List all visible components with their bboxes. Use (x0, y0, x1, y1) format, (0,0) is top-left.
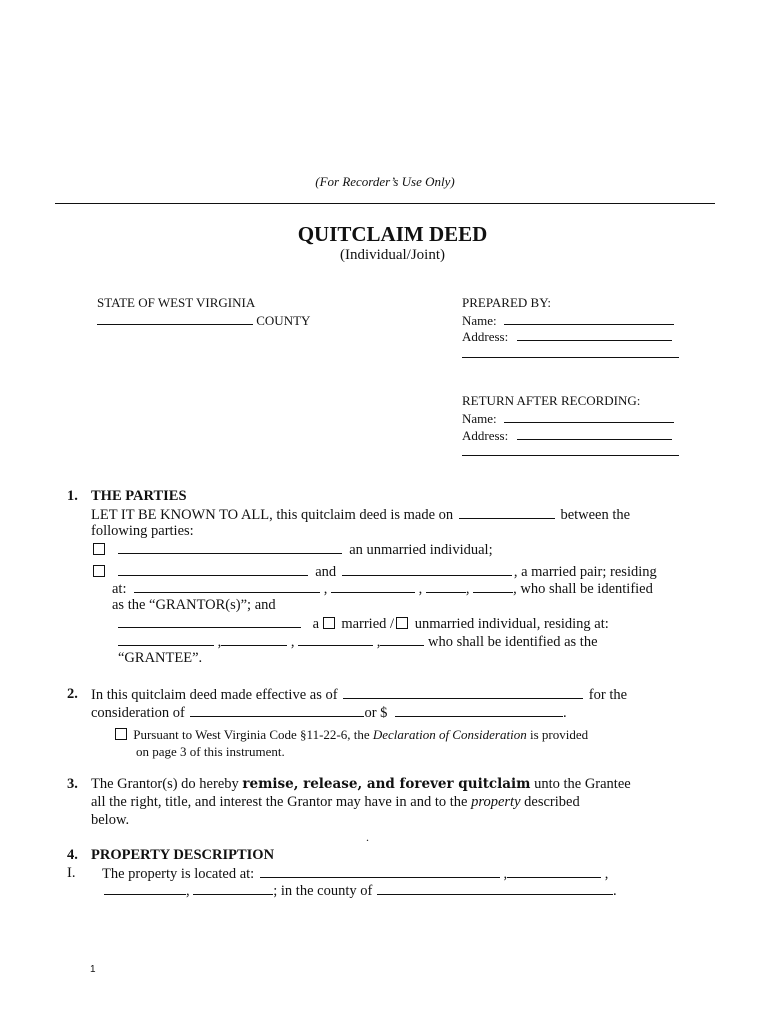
recorder-note: (For Recorder’s Use Only) (315, 174, 455, 189)
section4-number: 4. (67, 847, 78, 863)
property-county-field[interactable] (377, 882, 613, 895)
header-divider (55, 203, 715, 204)
county-field[interactable] (97, 312, 253, 325)
section2-period: . (563, 705, 567, 721)
return-address-row (462, 427, 672, 444)
property-comma-1: , (503, 866, 508, 882)
grantee-comma-3: , (376, 634, 381, 650)
consideration-field[interactable] (190, 704, 364, 717)
grantor-address-row (112, 580, 653, 598)
return-name-label: Name: (462, 411, 497, 426)
section2-note-b: is provided (529, 727, 589, 742)
grantor-comma-2: , (418, 581, 423, 597)
page-number: 1 (90, 964, 96, 975)
state-label: STATE OF WEST VIRGINIA (97, 295, 256, 310)
page-subtitle: (Individual/Joint) (340, 247, 445, 263)
grantor-married-name2-field[interactable] (342, 563, 512, 576)
section1-intro-row (91, 506, 630, 524)
prepared-by-name-label: Name: (462, 313, 497, 328)
prepared-by-address-field[interactable] (517, 328, 672, 341)
return-address-field[interactable] (517, 427, 672, 440)
prepared-by-address-label: Address: (462, 329, 509, 344)
grantor-married-name1-field[interactable] (118, 563, 308, 576)
section1-number: 1. (67, 488, 78, 504)
section1-intro-b: between the (560, 507, 631, 523)
return-heading: RETURN AFTER RECORDING: (462, 393, 641, 408)
grantee-state-field[interactable] (298, 633, 373, 646)
grantor-option-unmarried (93, 541, 493, 559)
grantor-option-married (93, 563, 657, 581)
return-name-field[interactable] (504, 410, 674, 423)
property-period: . (612, 883, 617, 899)
grantor-comma-3: , (465, 581, 470, 597)
section2-row1 (91, 686, 627, 704)
grantee-zip-field[interactable] (380, 633, 424, 646)
section2-note-row1 (115, 727, 588, 743)
grantor-married-and: and (315, 564, 337, 580)
grantee-comma-2: , (290, 634, 295, 650)
county-label: COUNTY (256, 313, 311, 328)
section4-roman: I. (67, 865, 76, 881)
grantor-tail: , who shall be identified (513, 581, 653, 597)
section2-text-b: for the (588, 687, 628, 703)
section3-row1 (91, 776, 631, 793)
grantor-at-label: at: (112, 581, 127, 597)
grantee-row (118, 615, 609, 633)
grantee-married-label: married / (341, 616, 395, 632)
section2-text-a: In this quitclaim deed made effective as of (91, 687, 338, 703)
property-comma-3: , (186, 883, 190, 899)
grantor-street-field[interactable] (134, 580, 320, 593)
section3-number: 3. (67, 776, 78, 792)
section1-intro-a: LET IT BE KNOWN TO ALL, this quitclaim deed is made on (91, 507, 454, 523)
section2-text-c: consideration of (91, 705, 185, 721)
declaration-checkbox[interactable] (115, 728, 127, 740)
grantor-unmarried-text: an unmarried individual; (349, 542, 493, 558)
property-state-field[interactable] (104, 882, 186, 895)
grantee-unmarried-checkbox[interactable] (396, 617, 408, 629)
grantee-city-field[interactable] (221, 633, 287, 646)
property-located-label: The property is located at: (102, 866, 255, 882)
section2-note-c: on page 3 of this instrument. (136, 744, 285, 759)
section4-heading: PROPERTY DESCRIPTION (91, 847, 275, 863)
grantor-unmarried-checkbox[interactable] (93, 543, 105, 555)
grantee-tail: who shall be identified as the (428, 634, 598, 650)
section1-intro-c: following parties: (91, 523, 194, 539)
section2-row2 (91, 704, 567, 722)
county-row (97, 312, 310, 329)
property-county-row (104, 882, 617, 900)
grantor-zip-field[interactable] (473, 580, 513, 593)
section3-text-italic: property (471, 794, 521, 810)
grantee-comma-1: , (217, 634, 222, 650)
property-location-row (102, 865, 608, 883)
section2-number: 2. (67, 686, 78, 702)
grantee-name-field[interactable] (118, 615, 301, 628)
property-comma-2: , (604, 866, 609, 882)
grantee-street-field[interactable] (118, 633, 214, 646)
effective-date-field[interactable] (343, 686, 583, 699)
prepared-by-name-row (462, 312, 674, 329)
section3-text-bold: remise, release, and forever quitclaim (242, 776, 531, 792)
section3-text-c: all the right, title, and interest the Grantor may have in and to the (91, 794, 468, 810)
return-name-row (462, 410, 674, 427)
grantor-state-field[interactable] (426, 580, 466, 593)
section3-text-e: below. (91, 812, 130, 828)
section3-row2 (91, 794, 580, 811)
consideration-amount-field[interactable] (395, 704, 563, 717)
grantor-label: as the “GRANTOR(s)”; and (112, 597, 276, 613)
grantor-city-field[interactable] (331, 580, 415, 593)
section3-dot: . (366, 830, 369, 844)
grantee-a: a (312, 616, 320, 632)
return-address-line2[interactable] (462, 455, 679, 456)
grantor-married-text: , a married pair; residing (513, 564, 657, 580)
prepared-by-address-row (462, 328, 672, 345)
page-title: QUITCLAIM DEED (297, 222, 488, 246)
prepared-by-name-field[interactable] (504, 312, 674, 325)
section1-heading: THE PARTIES (91, 488, 187, 504)
deed-date-field[interactable] (459, 506, 555, 519)
section2-text-d: or $ (364, 705, 388, 721)
grantee-married-checkbox[interactable] (323, 617, 335, 629)
grantee-address-row (118, 633, 598, 651)
grantor-married-checkbox[interactable] (93, 565, 105, 577)
grantor-unmarried-name-field[interactable] (118, 541, 342, 554)
property-county-label: ; in the county of (273, 883, 373, 899)
section3-text-a: The Grantor(s) do hereby (91, 776, 239, 792)
property-street-field[interactable] (260, 865, 500, 878)
section3-text-b: unto the Grantee (534, 776, 631, 792)
section3-text-d: described (524, 794, 580, 810)
grantee-unmarried-label: unmarried individual, residing at: (414, 616, 609, 632)
section2-note-italic: Declaration of Consideration (372, 727, 527, 742)
return-address-label: Address: (462, 428, 509, 443)
grantee-label: “GRANTEE”. (118, 650, 203, 666)
section2-note-a: Pursuant to West Virginia Code §11-22-6, the (133, 727, 370, 742)
prepared-by-address-line2[interactable] (462, 357, 679, 358)
property-zip-field[interactable] (193, 882, 273, 895)
grantor-comma-1: , (323, 581, 328, 597)
property-city-field[interactable] (507, 865, 601, 878)
prepared-by-heading: PREPARED BY: (462, 295, 551, 310)
